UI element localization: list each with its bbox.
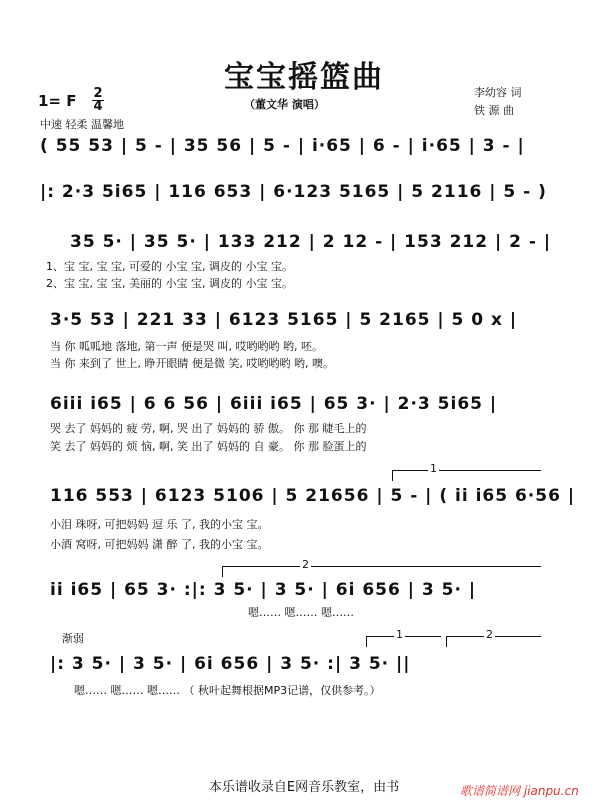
time-signature [92, 88, 104, 113]
notation-row-7: ii i65 | 65 3· :|: 3 5· | 3 5· | 6i 656 | 3 5· | [50, 580, 477, 600]
lyric-row-3-verse-2: 2、宝 宝, 宝 宝, 美丽的 小宝 宝, 调皮的 小宝 宝。 [46, 277, 293, 290]
key-signature: 1= F [38, 92, 77, 110]
composer-credit: 铁 源 曲 [474, 104, 514, 117]
watermark: 歌谱简谱网 jianpu.cn [460, 784, 579, 798]
singer-credit: （董文华 演唱） [244, 98, 325, 111]
volta-label-1: 1 [430, 462, 437, 475]
time-sig-bottom: 4 [93, 99, 103, 114]
lyric-row-4-verse-2: 当 你 来到了 世上, 睁开眼睛 便是微 笑, 哎哟哟哟 哟, 噢。 [50, 357, 334, 370]
volta-label-1-final: 1 [396, 628, 403, 641]
volta-label-2: 2 [302, 558, 309, 571]
lyric-row-5-verse-1: 哭 去了 妈妈的 疲 劳, 啊, 哭 出了 妈妈的 骄 傲。 你 那 睫毛上的 [50, 422, 367, 435]
time-sig-top: 2 [93, 86, 103, 101]
lyric-row-8: 嗯…… 嗯…… 嗯…… （ 秋叶起舞根据MP3记谱，仅供参考。） [74, 684, 381, 697]
notation-row-6: 116 553 | 6123 5106 | 5 21656 | 5 - | ( ii i65 6·56 | [50, 486, 576, 506]
page-title: 宝宝摇篮曲 [224, 60, 384, 95]
footer-source: 本乐谱收录自E网音乐教室，由书 [208, 780, 400, 795]
lyric-row-6-verse-2: 小酒 窝呀, 可把妈妈 潇 醉 了, 我的小宝 宝。 [50, 538, 269, 551]
volta-label-2-final: 2 [486, 628, 493, 641]
tempo-marking: 中速 轻柔 温馨地 [40, 118, 124, 131]
notation-row-4: 3·5 53 | 221 33 | 6123 5165 | 5 2165 | 5 0 x | [50, 310, 518, 330]
volta-bracket-1 [392, 470, 541, 481]
notation-row-3: 35 5· | 35 5· | 133 212 | 2 12 - | 153 212 | 2 - | [70, 232, 552, 252]
lyric-row-6-verse-1: 小泪 珠呀, 可把妈妈 逗 乐 了, 我的小宝 宝。 [50, 518, 269, 531]
notation-row-1: ( 55 53 | 5 - | 35 56 | 5 - | i·65 | 6 - | i·65 | 3 - | [40, 136, 525, 156]
lyric-row-5-verse-2: 笑 去了 妈妈的 烦 恼, 啊, 笑 出了 妈妈的 自 豪。 你 那 脸蛋上的 [50, 440, 367, 453]
notation-row-5: 6iii i65 | 6 6 56 | 6iii i65 | 65 3· | 2·3 5i65 | [50, 394, 498, 414]
lyric-row-4-verse-1: 当 你 呱呱地 落地, 第一声 便是哭 叫, 哎哟哟哟 哟, 呸。 [50, 340, 323, 353]
volta-bracket-2 [222, 566, 541, 577]
dynamic-marking: 渐弱 [62, 632, 84, 645]
lyricist-credit: 李幼容 词 [474, 86, 522, 99]
lyric-row-7: 嗯…… 嗯…… 嗯…… [248, 606, 354, 619]
notation-row-2: |: 2·3 5i65 | 116 653 | 6·123 5165 | 5 2116 | 5 - ) [40, 182, 547, 202]
lyric-row-3-verse-1: 1、宝 宝, 宝 宝, 可爱的 小宝 宝, 调皮的 小宝 宝。 [46, 260, 293, 273]
notation-row-8: |: 3 5· | 3 5· | 6i 656 | 3 5· :| 3 5· || [50, 654, 411, 674]
